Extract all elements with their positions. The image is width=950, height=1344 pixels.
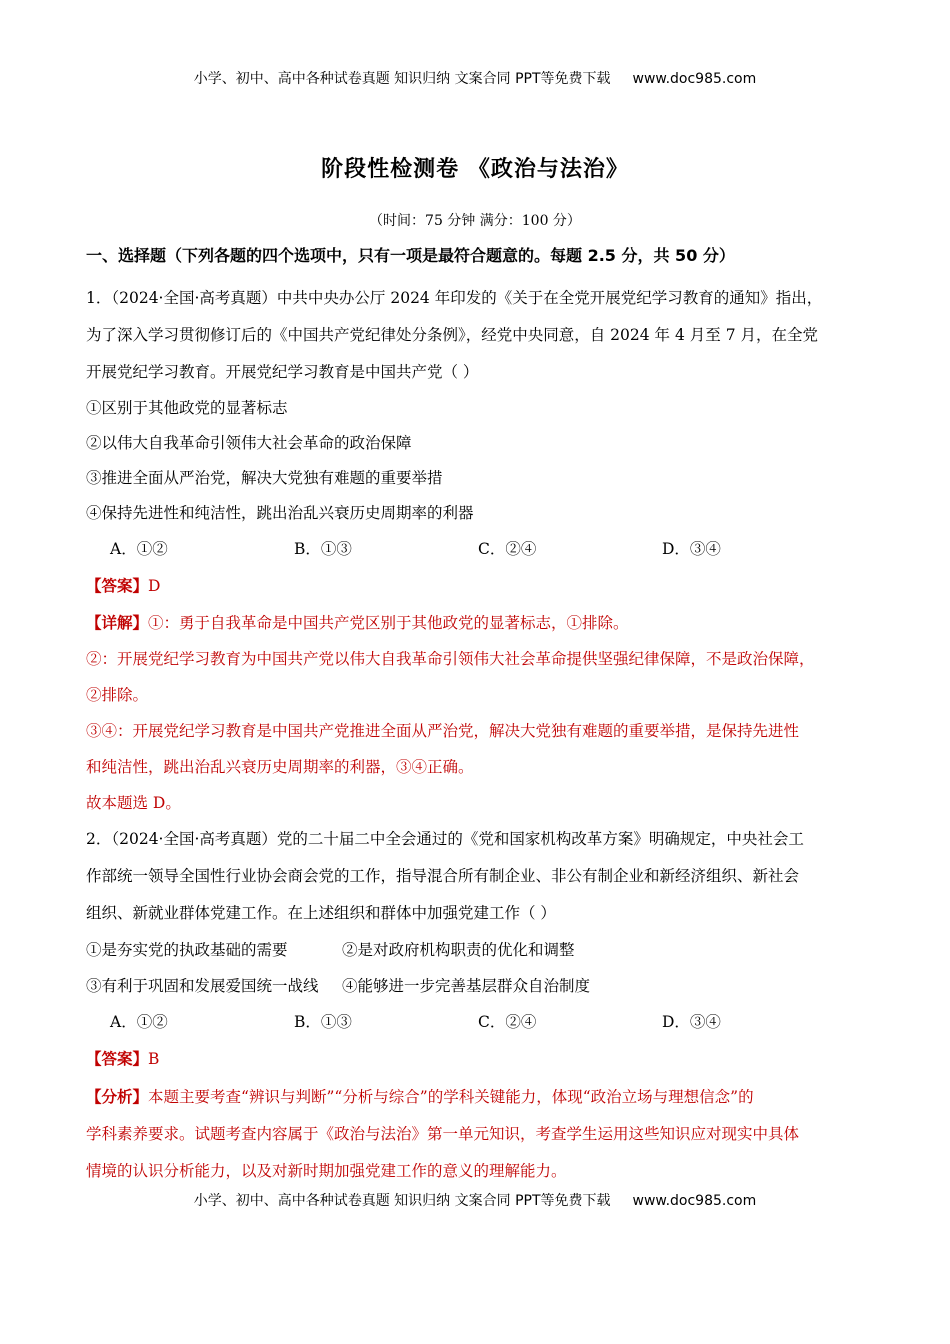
page-title: 阶段性检测卷 《政治与法治》 — [321, 157, 629, 182]
q2-option-c: C．②④ — [478, 1013, 537, 1031]
q1-statement: ④保持先进性和纯洁性，跳出治乱兴衰历史周期率的利器 — [86, 504, 474, 522]
header-site-link[interactable]: www.doc985.com — [632, 71, 757, 87]
q1-stem-line: 为了深入学习贯彻修订后的《中国共产党纪律处分条例》，经党中央同意，自 2024 年 4 月至 7 月，在全党 — [86, 326, 818, 344]
question-1 — [86, 280, 868, 821]
question-2 — [86, 821, 868, 1190]
q1-option-d: D．③④ — [662, 540, 721, 558]
detail-text: ①：勇于自我革命是中国共产党区别于其他政党的显著标志，①排除。 — [148, 614, 629, 632]
q1-detail-line: ②排除。 — [86, 686, 149, 704]
q1-statement: ③推进全面从严治党，解决大党独有难题的重要举措 — [86, 469, 443, 487]
q1-options — [86, 531, 868, 567]
q2-option-d: D．③④ — [662, 1013, 721, 1031]
q1-conclusion: 故本题选 D。 — [86, 794, 181, 812]
q2-stem-line: 组织、新就业群体党建工作。在上述组织和群体中加强党建工作（ ） — [86, 904, 556, 922]
q1-answer — [86, 567, 868, 605]
q2-options — [86, 1004, 868, 1040]
q1-detail-line: ②：开展党纪学习教育为中国共产党以伟大自我革命引领伟大社会革命提供坚强纪律保障，不是政治保障， — [86, 650, 815, 668]
q1-detail-line: ③④：开展党纪学习教育是中国共产党推进全面从严治党，解决大党独有难题的重要举措，是保持先进性 — [86, 722, 800, 740]
q1-option-b: B．①③ — [294, 540, 352, 558]
section-heading: 一、选择题（下列各题的四个选项中，只有一项是最符合题意的。每题 2.5 分，共 50 分） — [86, 246, 735, 265]
exam-content — [86, 244, 868, 1190]
exam-info: （时间：75 分钟 满分：100 分） — [369, 213, 581, 229]
q2-statements-row — [86, 968, 868, 1004]
q1-stem-line: 1．（2024·全国·高考真题）中共中央办公厅 2024 年印发的《关于在全党开展党纪学习教育的通知》指出， — [86, 289, 823, 307]
q2-option-a: A．①② — [110, 1013, 168, 1031]
q2-option-b: B．①③ — [294, 1013, 352, 1031]
detail-label: 【详解】 — [86, 613, 149, 632]
q1-detail-line — [86, 605, 868, 641]
page-header — [0, 68, 950, 88]
q1-statement: ①区别于其他政党的显著标志 — [86, 399, 288, 417]
q1-statement: ②以伟大自我革命引领伟大社会革命的政治保障 — [86, 434, 412, 452]
answer-label: 【答案】 — [86, 1049, 149, 1068]
q2-statement: ③有利于巩固和发展爱国统一战线 — [86, 977, 319, 995]
analysis-text: 本题主要考查“辨识与判断”“分析与综合”的学科关键能力，体现“政治立场与理想信念”的 — [148, 1088, 754, 1106]
q2-stem-line: 作部统一领导全国性行业协会商会党的工作，指导混合所有制企业、非公有制企业和新经济组织、新社会 — [86, 867, 800, 885]
q2-stem-line: 2．（2024·全国·高考真题）党的二十届二中全会通过的《党和国家机构改革方案》明确规定，中央社会工 — [86, 830, 804, 848]
q2-answer — [86, 1040, 868, 1078]
header-text: 小学、初中、高中各种试卷真题 知识归纳 文案合同 PPT等免费下载 — [193, 71, 611, 87]
q1-option-c: C．②④ — [478, 540, 537, 558]
q2-statement: ④能够进一步完善基层群众自治制度 — [342, 977, 591, 995]
q2-statement: ①是夯实党的执政基础的需要 — [86, 941, 288, 959]
q2-analysis-line: 学科素养要求。试题考查内容属于《政治与法治》第一单元知识，考查学生运用这些知识应对现实中具体 — [86, 1125, 800, 1143]
answer-label: 【答案】 — [86, 576, 149, 595]
q2-statement: ②是对政府机构职责的优化和调整 — [342, 941, 575, 959]
footer-text: 小学、初中、高中各种试卷真题 知识归纳 文案合同 PPT等免费下载 — [193, 1193, 611, 1209]
q1-detail-line: 和纯洁性，跳出治乱兴衰历史周期率的利器，③④正确。 — [86, 758, 474, 776]
q2-analysis-line: 情境的认识分析能力，以及对新时期加强党建工作的意义的理解能力。 — [86, 1162, 567, 1180]
q1-option-a: A．①② — [110, 540, 168, 558]
q1-stem-line: 开展党纪学习教育。开展党纪学习教育是中国共产党（ ） — [86, 363, 479, 381]
page-footer — [0, 1190, 950, 1210]
answer-value: B — [148, 1050, 160, 1068]
footer-site-link[interactable]: www.doc985.com — [632, 1193, 757, 1209]
answer-value: D — [148, 577, 161, 595]
q2-statements-row — [86, 932, 868, 968]
q2-analysis-line — [86, 1078, 868, 1116]
analysis-label: 【分析】 — [86, 1087, 149, 1106]
